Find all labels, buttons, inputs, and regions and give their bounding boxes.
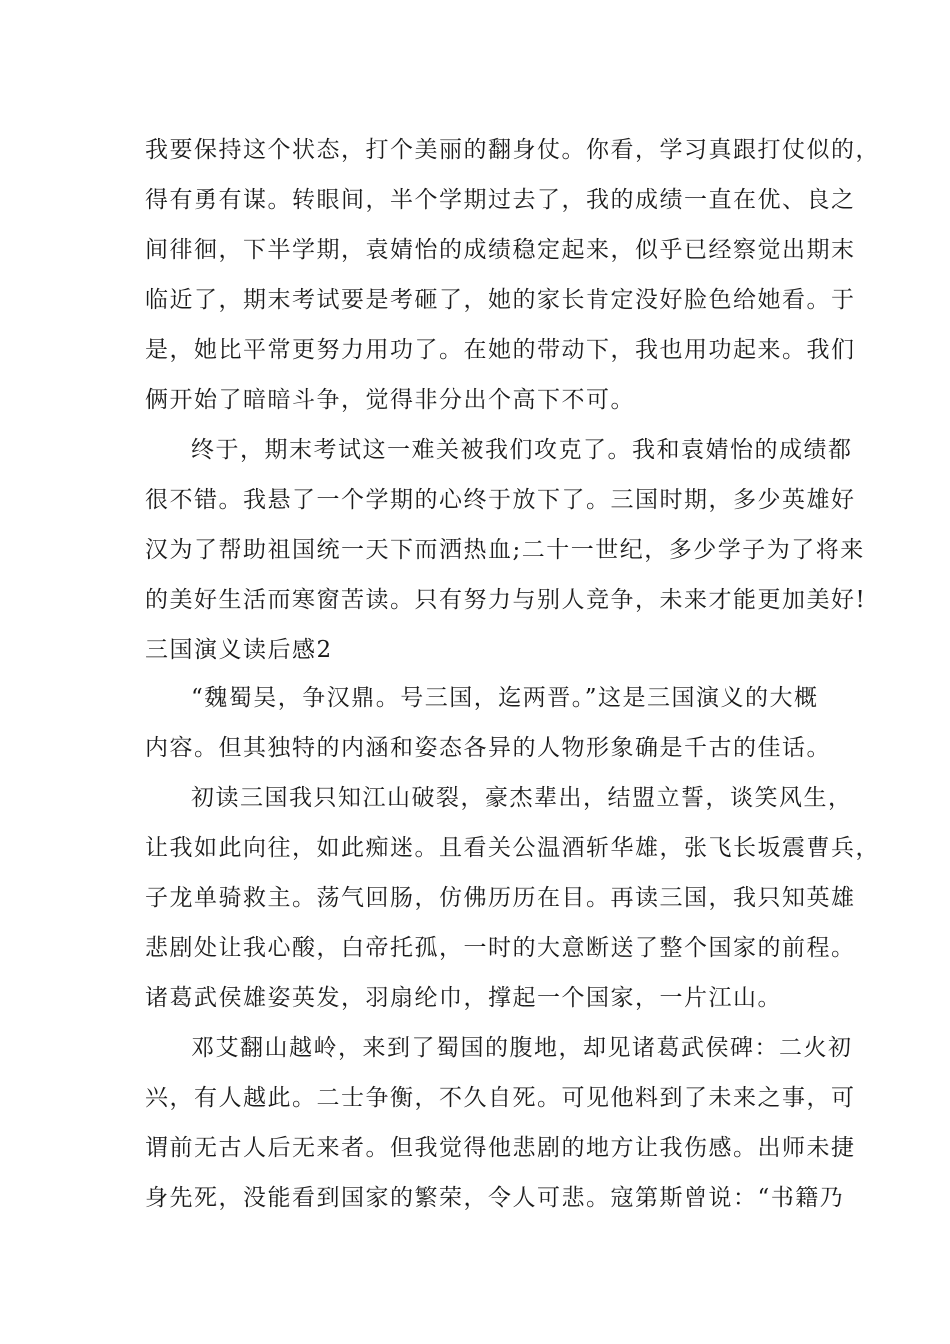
paragraph-first-line: “魏蜀吴，争汉鼎。号三国，迄两晋。”这是三国演义的大概 <box>191 685 819 711</box>
text-line: 是，她比平常更努力用功了。在她的带动下，我也用功起来。我们 <box>145 337 856 363</box>
text-line: 诸葛武侯雄姿英发，羽扇纶巾，撑起一个国家，一片江山。 <box>145 985 782 1011</box>
text-line: 谓前无古人后无来者。但我觉得他悲剧的地方让我伤感。出师未捷 <box>145 1135 856 1161</box>
text-line: 汉为了帮助祖国统一天下而洒热血;二十一世纪，多少学子为了将来 <box>145 537 865 563</box>
paragraph-first-line: 邓艾翻山越岭，来到了蜀国的腹地，却见诸葛武侯碑：二火初 <box>191 1035 853 1061</box>
text-line: 得有勇有谋。转眼间，半个学期过去了，我的成绩一直在优、良之 <box>145 187 856 213</box>
text-line: 间徘徊，下半学期，袁婧怡的成绩稳定起来，似乎已经察觉出期末 <box>145 237 856 263</box>
text-line: 俩开始了暗暗斗争，觉得非分出个高下不可。 <box>145 387 635 413</box>
text-line: 身先死，没能看到国家的繁荣，令人可悲。寇第斯曾说：“书籍乃 <box>145 1185 845 1211</box>
text-line: 让我如此向往，如此痴迷。且看关公温酒斩华雄，张飞长坂震曹兵， <box>145 835 880 861</box>
section-heading: 三国演义读后感2 <box>145 637 333 663</box>
paragraph-first-line: 终于，期末考试这一难关被我们攻克了。我和袁婧怡的成绩都 <box>191 437 853 463</box>
text-line: 的美好生活而寒窗苦读。只有努力与别人竞争，未来才能更加美好! <box>145 587 867 613</box>
text-line: 子龙单骑救主。荡气回肠，仿佛历历在目。再读三国，我只知英雄 <box>145 885 856 911</box>
text-line: 内容。但其独特的内涵和姿态各异的人物形象确是千古的佳话。 <box>145 735 831 761</box>
text-line: 我要保持这个状态，打个美丽的翻身仗。你看，学习真跟打仗似的， <box>145 137 880 163</box>
text-line: 兴，有人越此。二士争衡，不久自死。可见他料到了未来之事，可 <box>145 1085 856 1111</box>
text-line: 临近了，期末考试要是考砸了，她的家长肯定没好脸色给她看。于 <box>145 287 856 313</box>
paragraph-first-line: 初读三国我只知江山破裂，豪杰辈出，结盟立誓，谈笑风生， <box>191 785 853 811</box>
text-line: 很不错。我悬了一个学期的心终于放下了。三国时期，多少英雄好 <box>145 487 856 513</box>
text-line: 悲剧处让我心酸，白帝托孤，一时的大意断送了整个国家的前程。 <box>145 935 856 961</box>
